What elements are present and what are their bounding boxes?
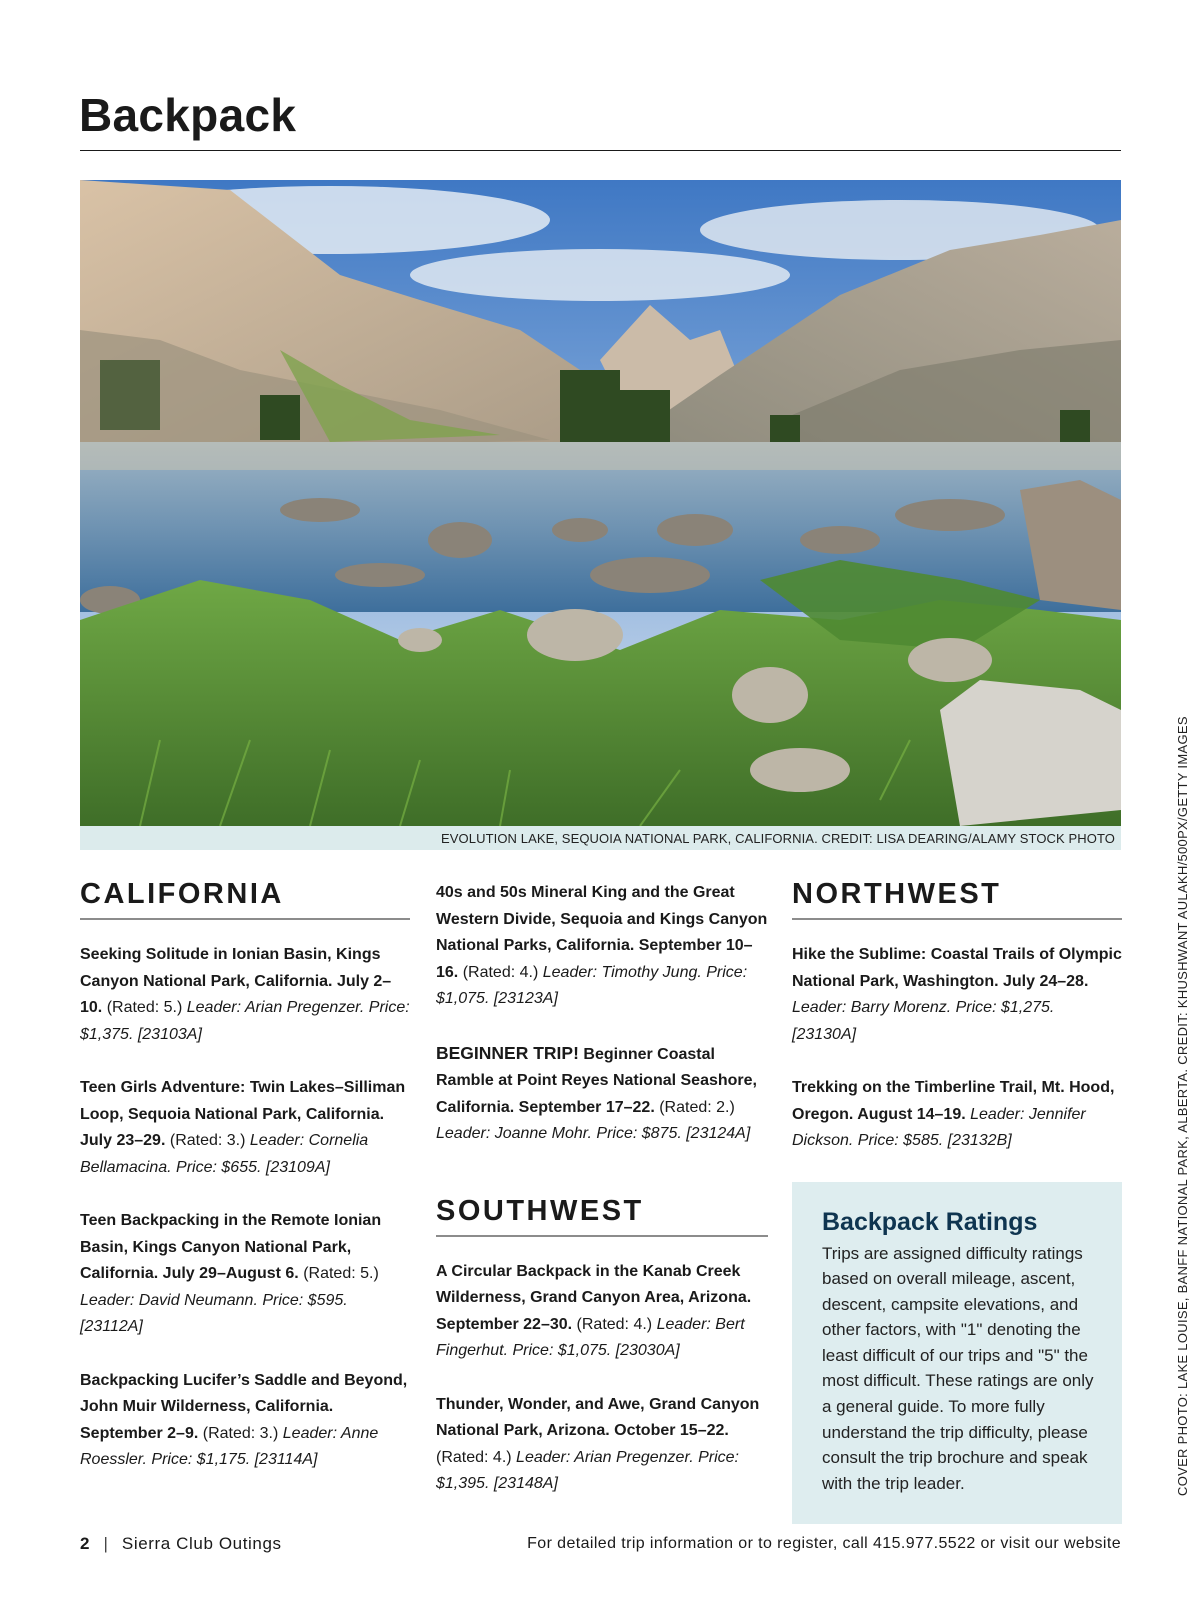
column-middle — [436, 880, 768, 1525]
trip-listing: Seeking Solitude in Ionian Basin, Kings Canyon National Park, California. July 2–10. (Rated: 5.) Leader: Arian Pregenzer. Price: $1,375. [23103A] — [80, 946, 410, 1043]
publication-name: Sierra Club Outings — [121, 1534, 282, 1553]
trip-listing: A Circular Backpack in the Kanab Creek Wilderness, Grand Canyon Area, Arizona. September 22–30. (Rated: 4.) Leader: Bert Fingerhut. Price: $1,075. [23030A] — [436, 1262, 752, 1359]
beginner-trip-badge: BEGINNER TRIP! — [436, 1042, 579, 1063]
photo-caption: EVOLUTION LAKE, SEQUOIA NATIONAL PARK, CALIFORNIA. CREDIT: LISA DEARING/ALAMY STOCK PHOTO — [441, 830, 1115, 846]
trip-listing: Backpacking Lucifer’s Saddle and Beyond, John Muir Wilderness, California. September 2–9. (Rated: 3.) Leader: Anne Roessler. Price: $1,175. [23114A] — [80, 1371, 408, 1468]
trip-listing: Teen Backpacking in the Remote Ionian Basin, Kings Canyon National Park, California. July 29–August 6. (Rated: 5.) Leader: David Neumann. Price: $595. [23112A] — [80, 1212, 382, 1335]
section-heading-california: CALIFORNIA — [80, 880, 410, 920]
backpack-ratings-box — [792, 1182, 1122, 1525]
page-title: Backpack — [79, 89, 297, 141]
photo-caption-bar — [80, 826, 1121, 850]
trip-listing: Hike the Sublime: Coastal Trails of Olympic National Park, Washington. July 24–28. Leader: Barry Morenz. Price: $1,275. [23130A] — [792, 946, 1122, 1043]
column-northwest — [792, 880, 1122, 1524]
trip-listing: Thunder, Wonder, and Awe, Grand Canyon National Park, Arizona. October 15–22. (Rated: 4.) Leader: Arian Pregenzer. Price: $1,395. [23148A] — [436, 1395, 760, 1492]
section-spacer — [436, 1175, 768, 1197]
section-heading-southwest: SOUTHWEST — [436, 1197, 768, 1237]
page-number: 2 — [80, 1534, 90, 1553]
cover-photo-credit: COVER PHOTO: LAKE LOUISE, BANFF NATIONAL PARK, ALBERTA. CREDIT: KHUSHWANT AULAKH/500PX/GETTY IMAGES — [1175, 716, 1190, 1496]
landscape-photo — [80, 180, 1121, 826]
footer-call-to-action: For detailed trip information or to register, call 415.977.5522 or visit our website — [527, 1535, 1121, 1552]
title-divider — [80, 150, 1121, 151]
trip-listing: 40s and 50s Mineral King and the Great Western Divide, Sequoia and Kings Canyon National Parks, California. September 10–16. (Rated: 4.) Leader: Timothy Jung. Price: $1,075. [23123A] — [436, 884, 768, 1007]
footer-left — [80, 1534, 282, 1554]
section-heading-northwest: NORTHWEST — [792, 880, 1122, 920]
ratings-body: Trips are assigned difficulty ratings based on overall mileage, ascent, descent, campsite elevations, and other factors, with "1" denoting the least difficult of our trips and "5" the most difficult. These ratings are only a general guide. To more fully understand the trip difficulty, please consult the trip brochure and speak with the trip leader. — [822, 1243, 1094, 1493]
trip-listing: BEGINNER TRIP! Beginner Coastal Ramble at Point Reyes National Seashore, California. September 17–22. (Rated: 2.) Leader: Joanne Mohr. Price: $875. [23124A] — [436, 1042, 757, 1142]
trip-listing: Teen Girls Adventure: Twin Lakes–Silliman Loop, Sequoia National Park, California. July 23–29. (Rated: 3.) Leader: Cornelia Bellamacina. Price: $655. [23109A] — [80, 1079, 406, 1176]
ratings-title: Backpack Ratings — [822, 1207, 1038, 1236]
trip-listing: Trekking on the Timberline Trail, Mt. Hood, Oregon. August 14–19. Leader: Jennifer Dickson. Price: $585. [23132B] — [792, 1079, 1115, 1149]
footer-separator: | — [103, 1534, 108, 1553]
column-california — [80, 880, 410, 1501]
